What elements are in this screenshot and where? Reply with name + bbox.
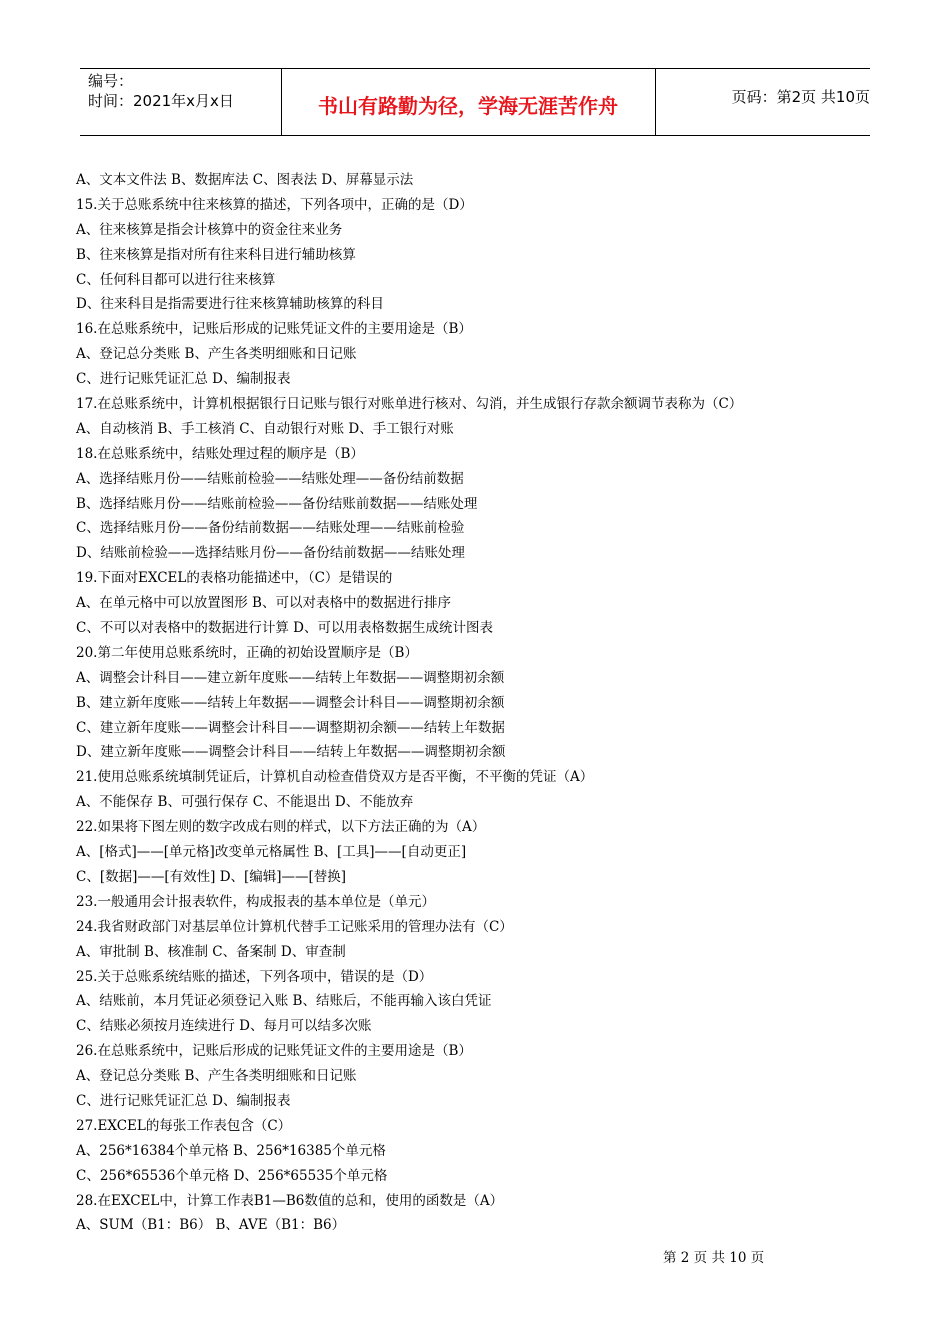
text-line: B、选择结账月份——结账前检验——备份结账前数据——结账处理 [76,495,478,512]
document-body [76,168,886,1238]
document-time-label: 时间：2021年x月x日 [88,92,234,110]
text-line: A、不能保存 B、可强行保存 C、不能退出 D、不能放弃 [76,794,414,811]
header-motto: 书山有路勤为径，学海无涯苦作舟 [318,94,618,118]
text-line: 17.在总账系统中，计算机根据银行日记账与银行对账单进行核对、勾消，并生成银行存款余额调节表称为（C） [76,396,743,413]
text-line: C、选择结账月份——备份结前数据——结账处理——结账前检验 [76,520,465,537]
text-line: C、结账必须按月连续进行 D、每月可以结多次账 [76,1018,372,1035]
text-line: C、任何科目都可以进行往来核算 [76,271,276,288]
text-line: A、自动核消 B、手工核消 C、自动银行对账 D、手工银行对账 [76,420,454,437]
text-line: 26.在总账系统中，记账后形成的记账凭证文件的主要用途是（B） [76,1043,472,1060]
header-top-rule [80,68,870,69]
page-footer: 第 2 页 共 10 页 [663,1250,765,1266]
text-line: D、往来科目是指需要进行往来核算辅助核算的科目 [76,296,384,313]
text-line: A、选择结账月份——结账前检验——结账处理——备份结前数据 [76,470,464,487]
text-line: C、256*65536个单元格 D、256*65535个单元格 [76,1167,388,1184]
text-line: 25.关于总账系统结账的描述，下列各项中，错误的是（D） [76,968,433,985]
text-line: 15.关于总账系统中往来核算的描述，下列各项中，正确的是（D） [76,196,473,213]
text-line: 19.下面对EXCEL的表格功能描述中，（C）是错误的 [76,570,393,587]
text-line: 28.在EXCEL中，计算工作表B1—B6数值的总和，使用的函数是（A） [76,1192,504,1209]
text-line: A、往来核算是指会计核算中的资金往来业务 [76,221,343,238]
text-line: C、[数据]——[有效性] D、[编辑]——[替换] [76,868,347,885]
header-divider-right [655,68,656,136]
text-line: B、建立新年度账——结转上年数据——调整会计科目——调整期初余额 [76,694,505,711]
text-line: C、进行记账凭证汇总 D、编制报表 [76,371,291,388]
text-line: A、登记总分类账 B、产生各类明细账和日记账 [76,346,357,363]
text-line: C、建立新年度账——调整会计科目——调整期初余额——结转上年数据 [76,719,505,736]
text-line: A、结账前，本月凭证必须登记入账 B、结账后，不能再输入该白凭证 [76,993,492,1010]
text-line: 23.一般通用会计报表软件，构成报表的基本单位是（单元） [76,893,435,910]
text-line: A、文本文件法 B、数据库法 C、图表法 D、屏幕显示法 [76,172,414,188]
document-number-label: 编号： [88,72,134,90]
text-line: 27.EXCEL的每张工作表包含（C） [76,1117,292,1134]
text-line: D、结账前检验——选择结账月份——备份结前数据——结账处理 [76,545,465,562]
text-line: A、登记总分类账 B、产生各类明细账和日记账 [76,1068,357,1085]
text-line: A、调整会计科目——建立新年度账——结转上年数据——调整期初余额 [76,669,505,686]
text-line: C、不可以对表格中的数据进行计算 D、可以用表格数据生成统计图表 [76,620,493,637]
text-line: 16.在总账系统中，记账后形成的记账凭证文件的主要用途是（B） [76,321,472,338]
text-line: 24.我省财政部门对基层单位计算机代替手工记账采用的管理办法有（C） [76,918,513,935]
text-line: A、SUM（B1：B6） B、AVE（B1：B6） [76,1217,346,1234]
header-bottom-rule [80,135,870,136]
header-page-label: 页码：第2页 共10页 [731,88,870,106]
text-line: A、在单元格中可以放置图形 B、可以对表格中的数据进行排序 [76,595,451,612]
text-line: 21.使用总账系统填制凭证后，计算机自动检查借贷双方是否平衡，不平衡的凭证（A） [76,769,594,786]
text-line: A、审批制 B、核准制 C、备案制 D、审查制 [76,943,346,960]
text-line: 22.如果将下图左则的数字改成右则的样式，以下方法正确的为（A） [76,819,486,836]
text-line: C、进行记账凭证汇总 D、编制报表 [76,1092,291,1109]
text-line: D、建立新年度账——调整会计科目——结转上年数据——调整期初余额 [76,744,506,761]
text-line: 20.第二年使用总账系统时，正确的初始设置顺序是（B） [76,644,418,661]
text-line: B、往来核算是指对所有往来科目进行辅助核算 [76,246,356,263]
text-line: A、256*16384个单元格 B、256*16385个单元格 [76,1142,386,1159]
text-line: A、[格式]——[单元格]改变单元格属性 B、[工具]——[自动更正] [76,844,467,861]
text-line: 18.在总账系统中，结账处理过程的顺序是（B） [76,445,364,462]
